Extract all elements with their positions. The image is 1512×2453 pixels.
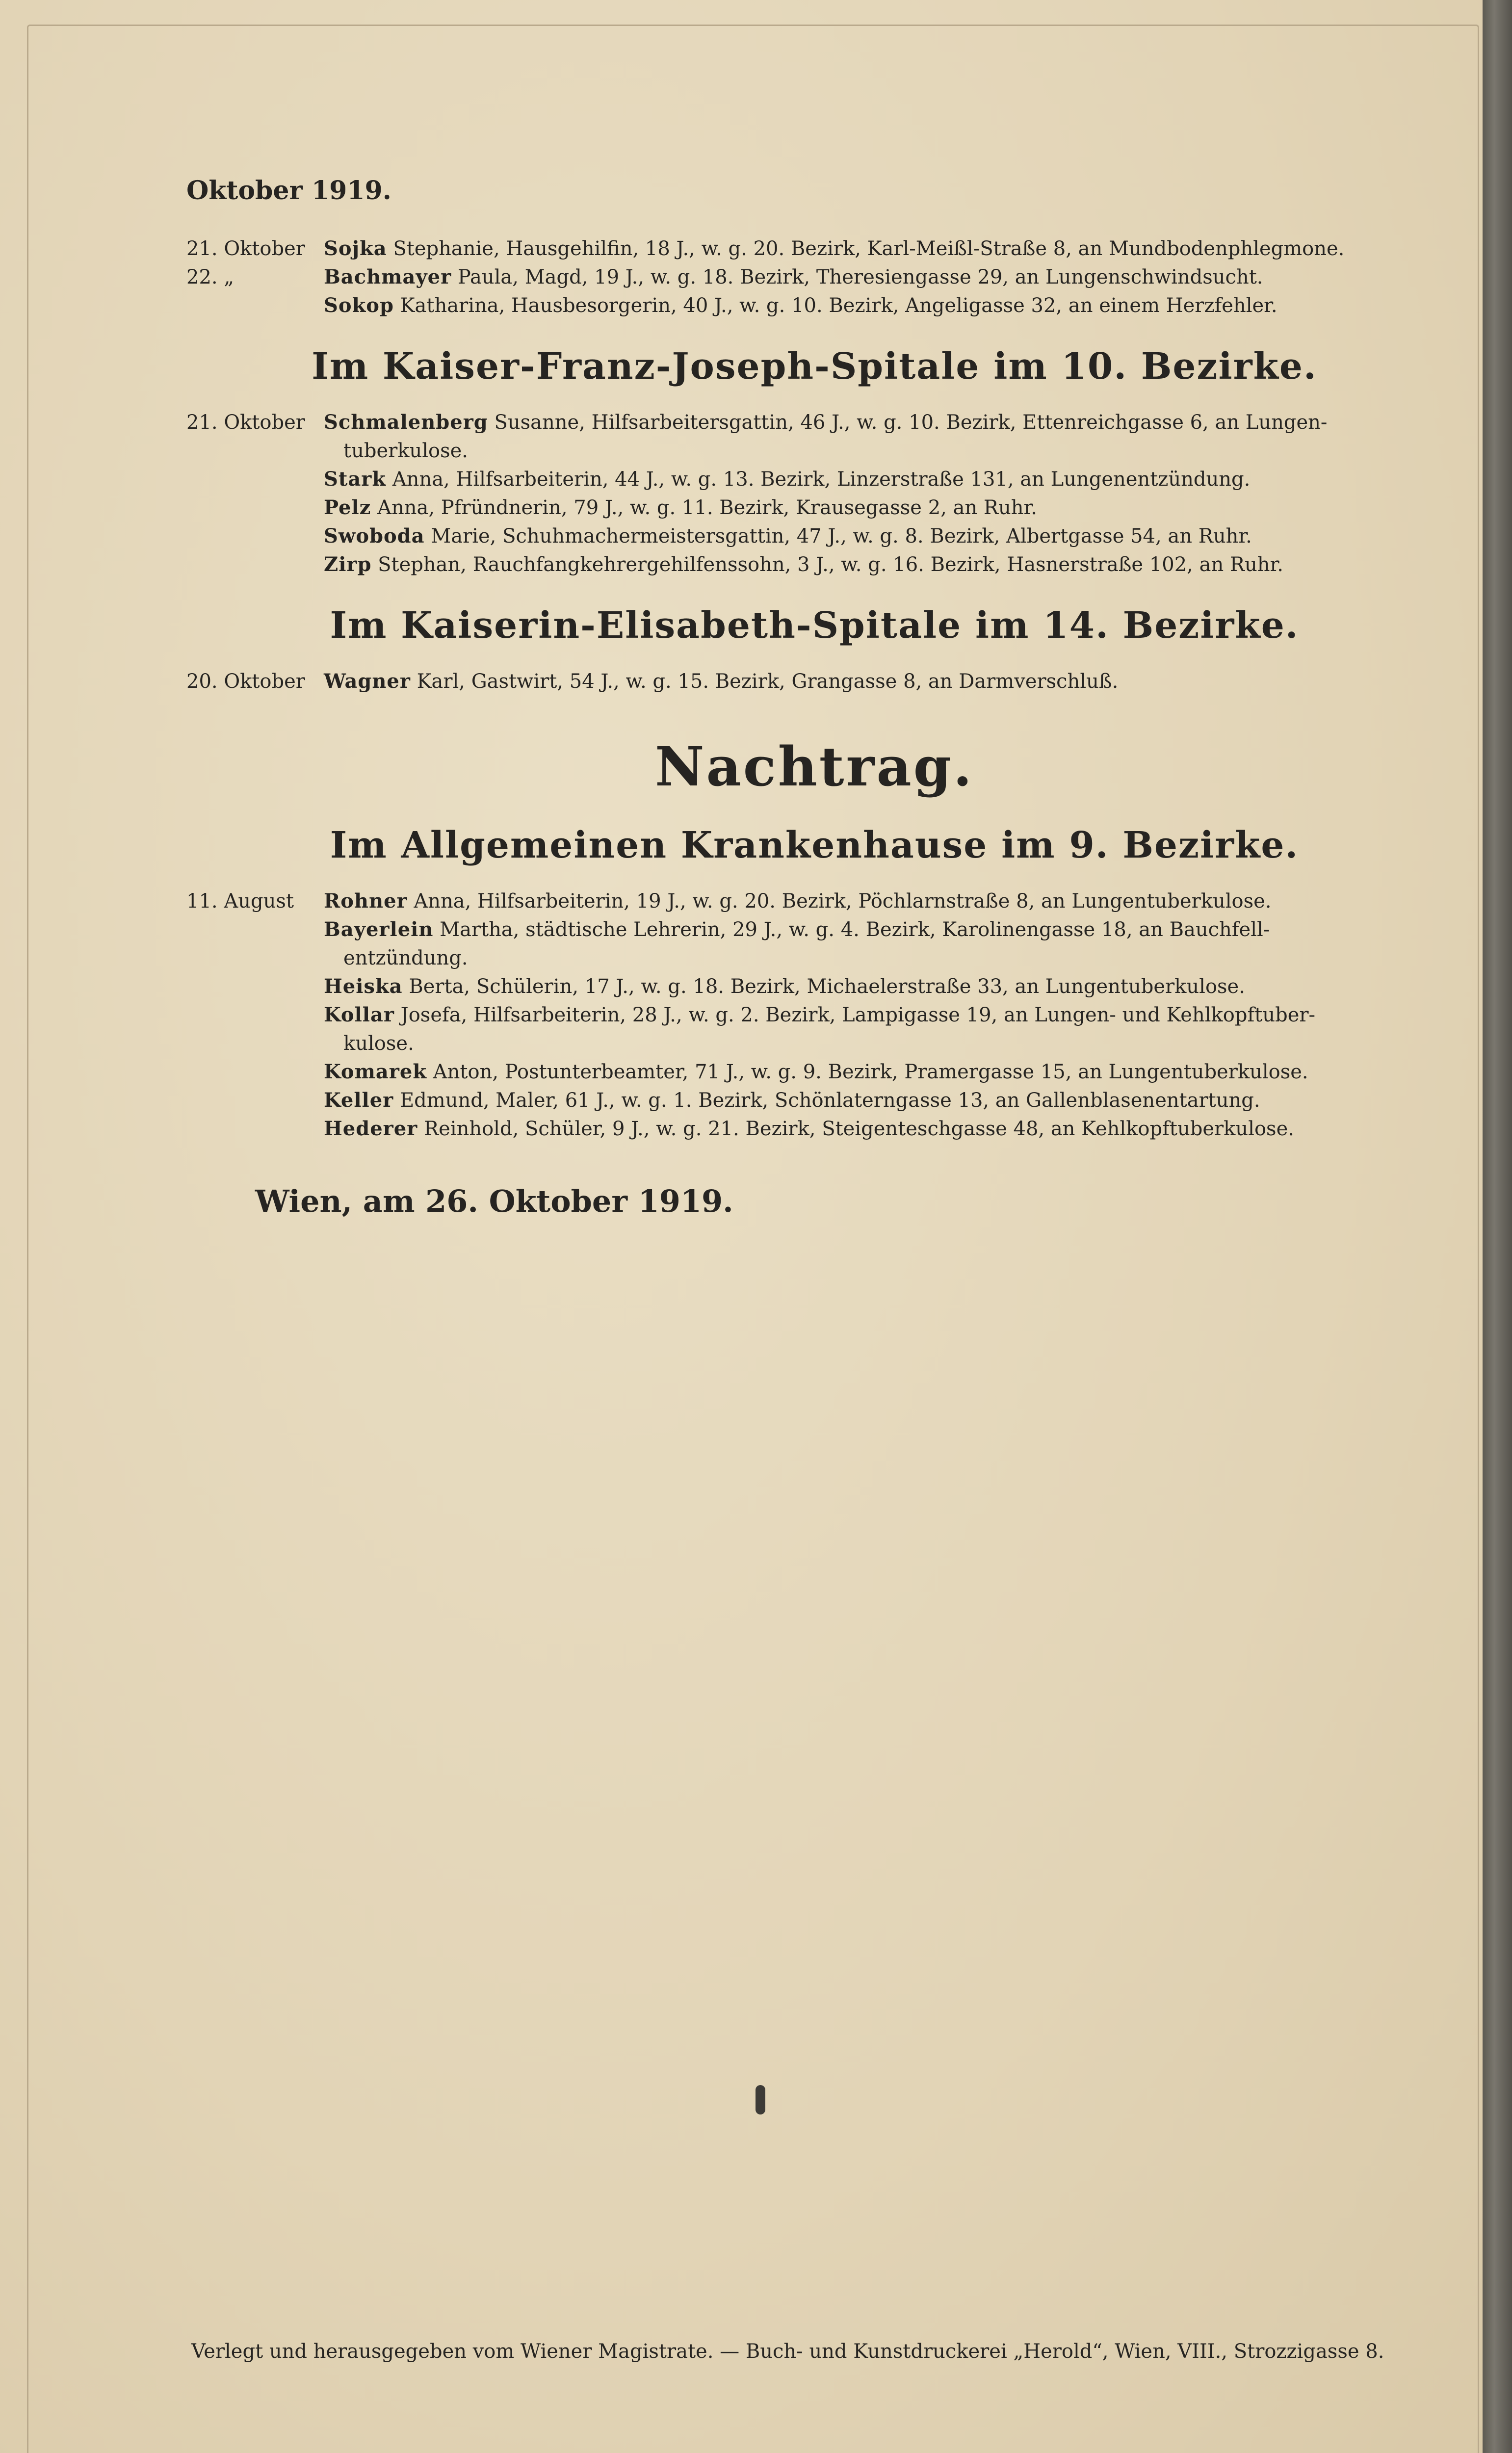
death-entry: [186, 522, 1442, 550]
entry-text: Berta, Schülerin, 17 J., w. g. 18. Bezirk, Michaelerstraße 33, an Lungentuberkulose.: [409, 975, 1245, 998]
ink-stain: [756, 2085, 765, 2114]
publisher-imprint: Verlegt und herausgegeben vom Wiener Magistrate. — Buch- und Kunstdruckerei „Herold“, Wien, VIII., Strozzigasse 8.: [191, 2340, 1384, 2363]
entry-name: Zirp: [324, 553, 372, 576]
entry-name: Heiska: [324, 975, 403, 998]
entry-name: Hederer: [324, 1117, 418, 1140]
entry-date: 21. Oktober: [186, 237, 305, 260]
death-entry: [186, 1001, 1442, 1058]
entry-text: Anna, Hilfsarbeiterin, 19 J., w. g. 20. Bezirk, Pöchlarnstraße 8, an Lungentuberkulose.: [414, 890, 1272, 913]
entry-name: Bayerlein: [324, 918, 434, 941]
death-entry: [186, 291, 1442, 320]
entry-text: Josefa, Hilfsarbeiterin, 28 J., w. g. 2. Bezirk, Lampigasse 19, an Lungen- und Kehlkopftuber-: [400, 1004, 1316, 1026]
entry-name: Swoboda: [324, 524, 425, 548]
death-entry: [186, 235, 1442, 263]
entry-name: Stark: [324, 468, 387, 491]
entry-text: Anna, Pfründnerin, 79 J., w. g. 11. Bezirk, Krausegasse 2, an Ruhr.: [377, 496, 1037, 519]
death-entry: [186, 1058, 1442, 1086]
death-entry: [186, 972, 1442, 1001]
death-entry: [186, 887, 1442, 915]
death-entry: [186, 1086, 1442, 1115]
entries-block-1: [186, 235, 1442, 320]
section-title-kaiser-franz-joseph: Im Kaiser-Franz-Joseph-Spitale im 10. Bezirke.: [312, 345, 1317, 388]
entry-text: Edmund, Maler, 61 J., w. g. 1. Bezirk, Schönlaterngasse 13, an Gallenblasenentartung.: [399, 1089, 1260, 1112]
entry-text: Stephanie, Hausgehilfin, 18 J., w. g. 20. Bezirk, Karl-Meißl-Straße 8, an Mundbodenphlegmone.: [393, 237, 1345, 260]
page-content: [186, 176, 1442, 1219]
entry-text: Paula, Magd, 19 J., w. g. 18. Bezirk, Theresiengasse 29, an Lungenschwindsucht.: [457, 266, 1263, 288]
entries-block-3: [186, 667, 1442, 696]
entry-name: Rohner: [324, 889, 408, 913]
entry-text: Stephan, Rauchfangkehrergehilfenssohn, 3 J., w. g. 16. Bezirk, Hasnerstraße 102, an Ruhr.: [378, 553, 1283, 576]
entry-name: Kollar: [324, 1003, 394, 1026]
death-entry: [186, 465, 1442, 494]
death-entry: [186, 408, 1442, 465]
entry-name: Schmalenberg: [324, 411, 488, 434]
entry-text: Katharina, Hausbesorgerin, 40 J., w. g. 10. Bezirk, Angeligasse 32, an einem Herzfehler.: [400, 294, 1277, 317]
death-entry: [186, 263, 1442, 291]
entry-name: Bachmayer: [324, 265, 452, 288]
entries-block-4: [186, 887, 1442, 1143]
entry-date: 11. August: [186, 890, 294, 913]
entry-name: Komarek: [324, 1060, 427, 1083]
entry-continuation: kulose.: [343, 1032, 414, 1055]
death-entry: [186, 550, 1442, 579]
entry-name: Sojka: [324, 237, 387, 260]
entry-name: Sokop: [324, 294, 394, 317]
entry-name: Keller: [324, 1089, 394, 1112]
book-binding-edge: [1483, 0, 1512, 2453]
entry-name: Wagner: [324, 670, 411, 693]
section-title-allgemeines-krankenhaus: Im Allgemeinen Krankenhause im 9. Bezirke.: [330, 824, 1299, 866]
nachtrag-title: Nachtrag.: [654, 735, 974, 798]
entry-text: Marie, Schuhmachermeistersgattin, 47 J., w. g. 8. Bezirk, Albertgasse 54, an Ruhr.: [431, 525, 1252, 548]
entry-date: 22. „: [186, 266, 235, 288]
death-entry: [186, 915, 1442, 972]
entry-text: Reinhold, Schüler, 9 J., w. g. 21. Bezirk, Steigenteschgasse 48, an Kehlkopftuberkulose.: [423, 1118, 1294, 1140]
death-entry: [186, 1115, 1442, 1143]
entry-text: Susanne, Hilfsarbeitersgattin, 46 J., w. g. 10. Bezirk, Ettenreichgasse 6, an Lungen-: [494, 411, 1328, 434]
entry-text: Anna, Hilfsarbeiterin, 44 J., w. g. 13. Bezirk, Linzerstraße 131, an Lungenentzündung.: [392, 468, 1251, 491]
entry-text: Anton, Postunterbeamter, 71 J., w. g. 9. Bezirk, Pramergasse 15, an Lungentuberkulose.: [433, 1061, 1308, 1083]
section-title-kaiserin-elisabeth: Im Kaiserin-Elisabeth-Spitale im 14. Bezirke.: [330, 604, 1299, 647]
death-entry: [186, 667, 1442, 696]
entries-block-2: [186, 408, 1442, 579]
entry-text: Karl, Gastwirt, 54 J., w. g. 15. Bezirk, Grangasse 8, an Darmverschluß.: [417, 670, 1119, 693]
entry-date: 20. Oktober: [186, 670, 305, 693]
entry-continuation: tuberkulose.: [343, 440, 469, 462]
entry-name: Pelz: [324, 496, 371, 519]
death-entry: [186, 494, 1442, 522]
entry-date: 21. Oktober: [186, 411, 305, 434]
closing-date-line: Wien, am 26. Oktober 1919.: [255, 1183, 733, 1219]
page-header: Oktober 1919.: [186, 176, 391, 206]
entry-text: Martha, städtische Lehrerin, 29 J., w. g. 4. Bezirk, Karolinengasse 18, an Bauchfell-: [440, 918, 1270, 941]
entry-continuation: entzündung.: [343, 947, 468, 969]
